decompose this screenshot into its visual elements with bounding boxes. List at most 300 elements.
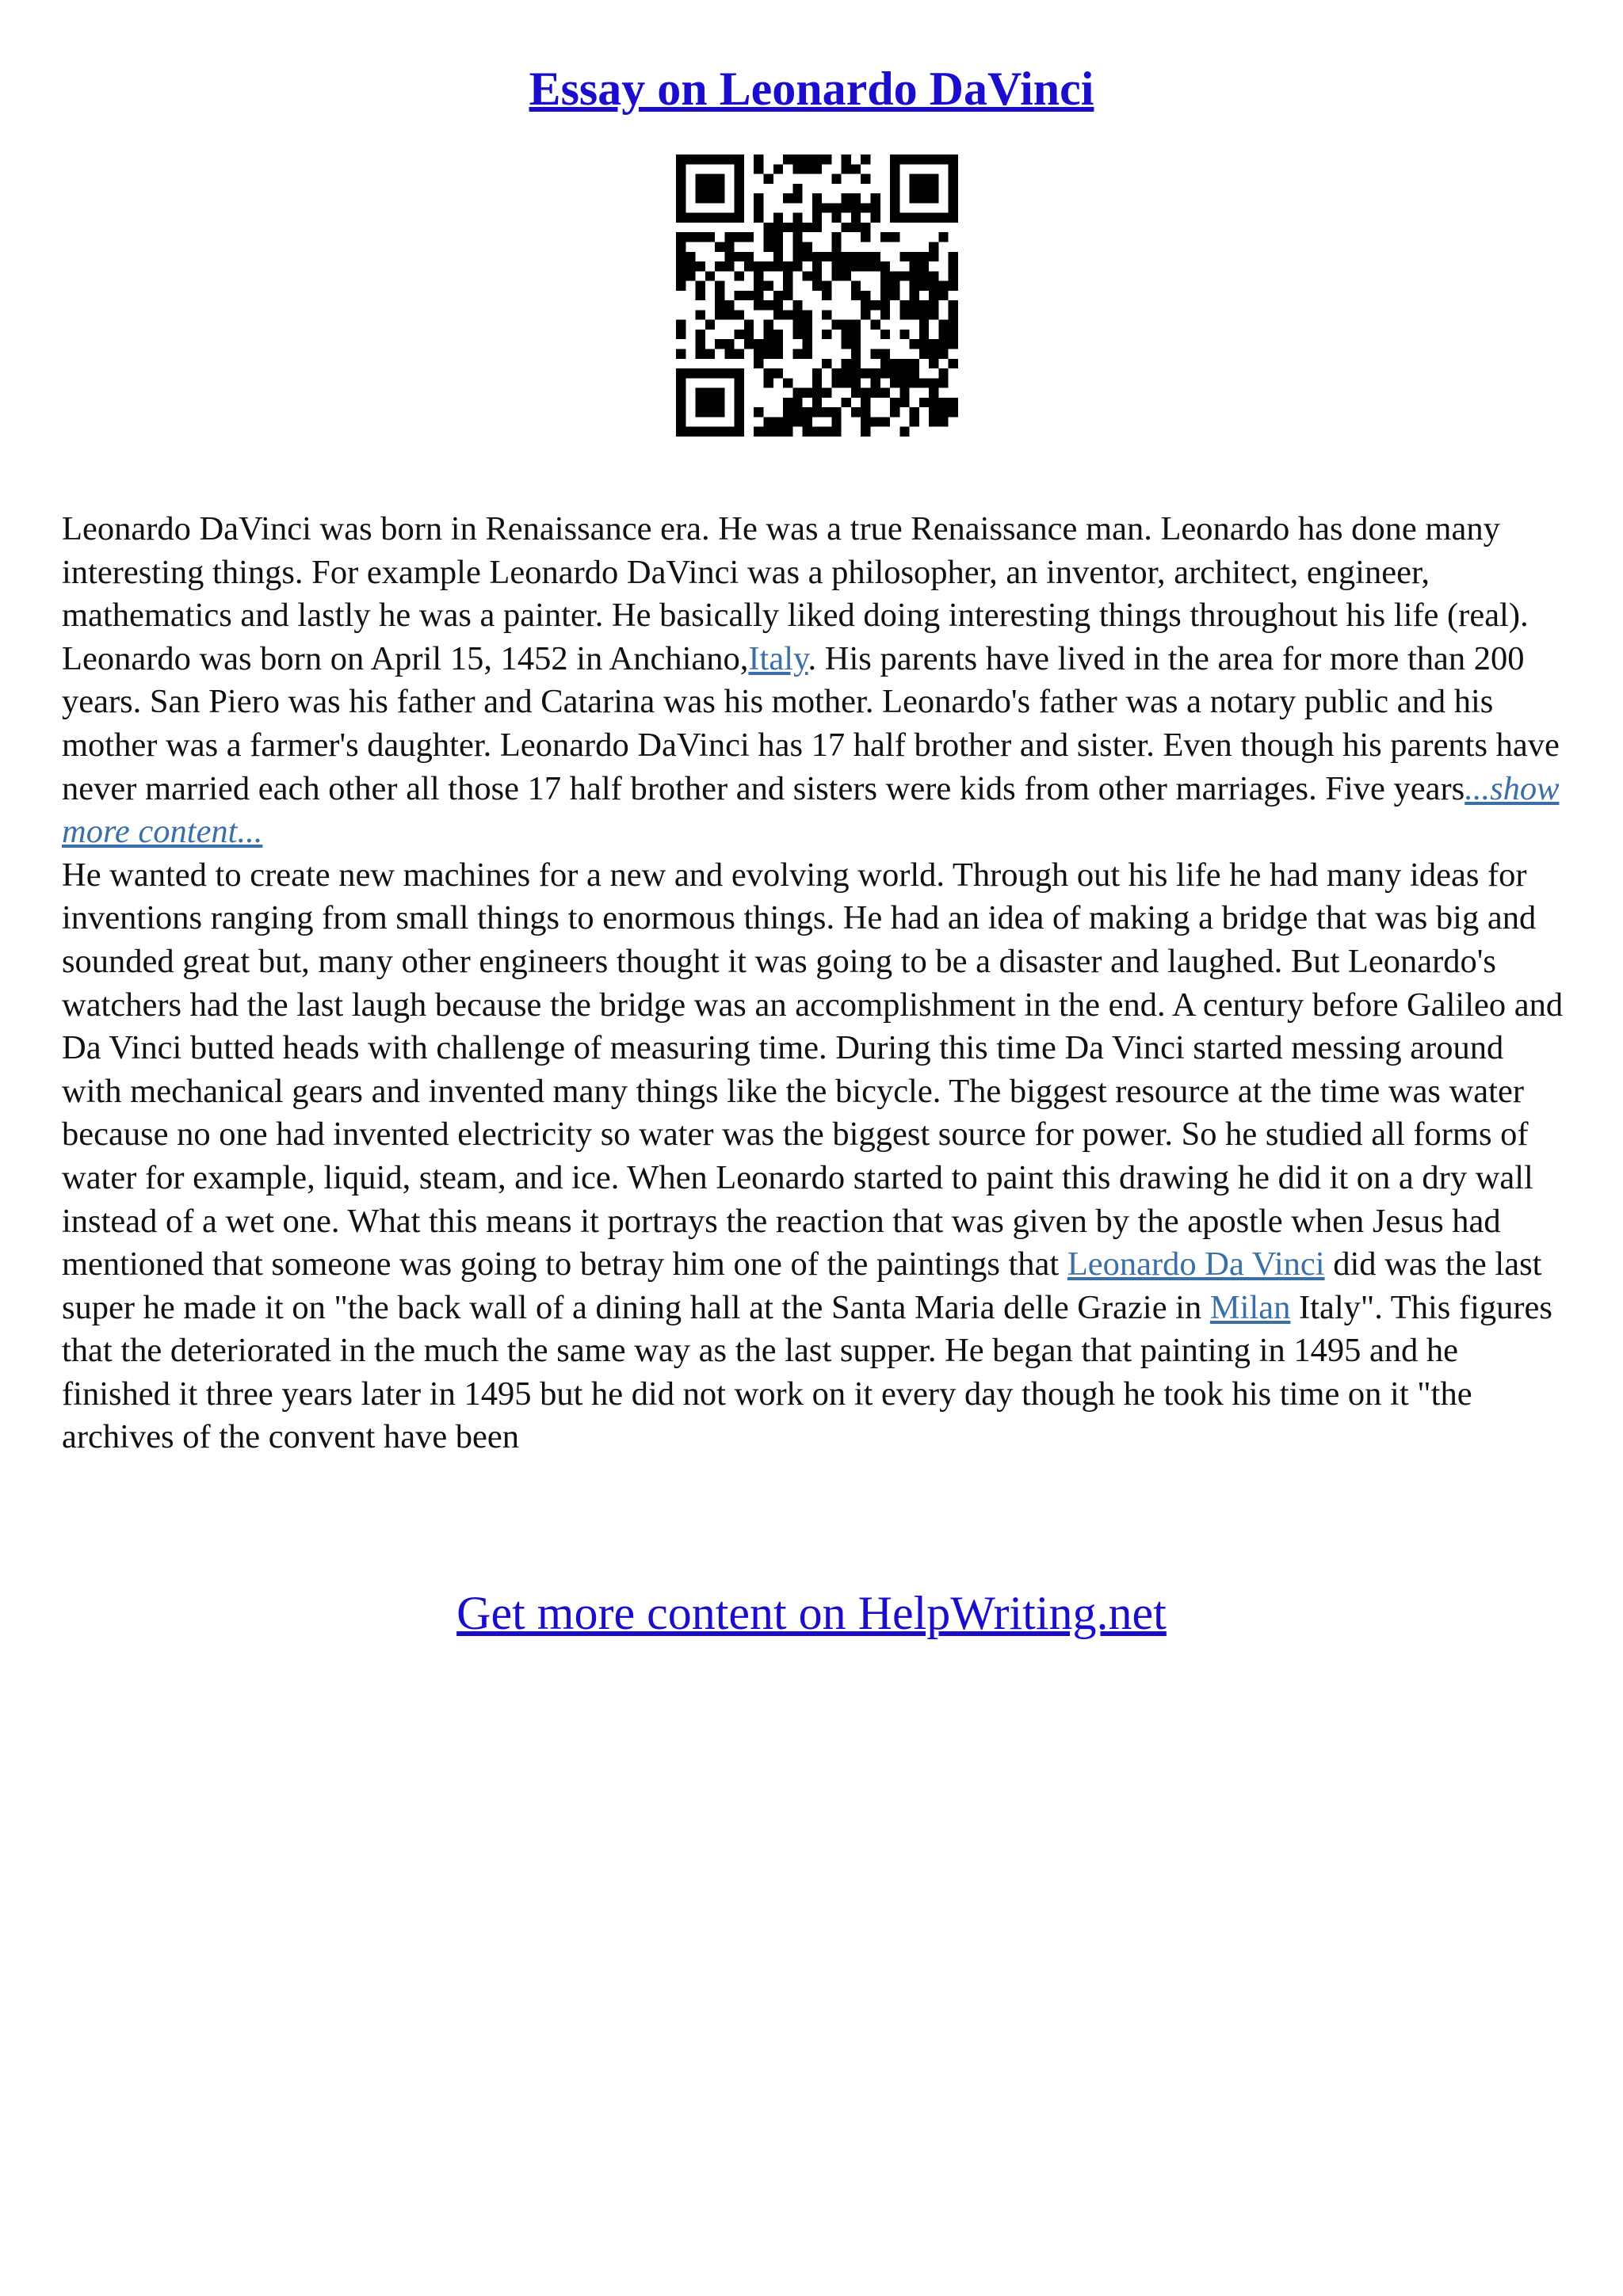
qr-module <box>754 261 763 271</box>
qr-module <box>938 154 948 164</box>
qr-module <box>861 154 870 164</box>
qr-module <box>696 407 705 417</box>
qr-module <box>851 339 861 349</box>
qr-module <box>735 164 744 174</box>
qr-module <box>871 320 880 330</box>
qr-module <box>910 281 919 291</box>
qr-module <box>812 252 822 261</box>
qr-module <box>949 339 958 349</box>
qr-module <box>744 252 754 261</box>
qr-module <box>880 300 890 310</box>
qr-module <box>842 330 851 339</box>
qr-module <box>871 213 880 223</box>
qr-module <box>842 378 851 387</box>
qr-module <box>803 417 812 426</box>
qr-module <box>929 271 938 280</box>
qr-module <box>949 398 958 407</box>
qr-module <box>822 359 831 368</box>
qr-module <box>676 232 685 242</box>
qr-module <box>754 154 763 164</box>
qr-module <box>842 271 851 280</box>
qr-module <box>754 427 763 437</box>
qr-module <box>919 281 929 291</box>
qr-module <box>938 398 948 407</box>
qr-module <box>929 184 938 193</box>
qr-module <box>842 261 851 271</box>
qr-module <box>724 213 734 223</box>
qr-module <box>803 252 812 261</box>
qr-module <box>676 261 685 271</box>
qr-module <box>696 368 705 378</box>
qr-module <box>812 281 822 291</box>
qr-module <box>831 252 841 261</box>
qr-module <box>899 368 909 378</box>
qr-module <box>754 339 763 349</box>
qr-module <box>792 252 802 261</box>
qr-module <box>783 291 792 300</box>
qr-module <box>792 349 802 359</box>
qr-module <box>880 417 890 426</box>
qr-module <box>938 320 948 330</box>
qr-module <box>890 281 899 291</box>
qr-module <box>949 252 958 261</box>
qr-module <box>842 193 851 203</box>
qr-module <box>676 252 685 261</box>
qr-module <box>773 368 783 378</box>
qr-module <box>744 320 754 330</box>
qr-module <box>861 310 870 319</box>
qr-module <box>754 349 763 359</box>
qr-module <box>831 271 841 280</box>
qr-module <box>773 232 783 242</box>
qr-module <box>685 232 695 242</box>
qr-module <box>812 427 822 437</box>
qr-module <box>696 310 705 319</box>
qr-module <box>705 213 715 223</box>
qr-module <box>803 388 812 398</box>
qr-module <box>880 388 890 398</box>
qr-module <box>744 232 754 242</box>
qr-module <box>929 154 938 164</box>
qr-module <box>919 174 929 184</box>
qr-module <box>910 174 919 184</box>
qr-module <box>685 252 695 261</box>
qr-module <box>851 164 861 174</box>
qr-module <box>899 388 909 398</box>
qr-module <box>929 359 938 368</box>
qr-module <box>783 407 792 417</box>
qr-module <box>705 154 715 164</box>
qr-module <box>851 320 861 330</box>
qr-module <box>724 242 734 251</box>
paragraph-3-text-b: did was the last super he made it on "the back wall of a dining hall at the Santa Maria delle Grazie in <box>62 1245 1542 1326</box>
qr-module <box>754 281 763 291</box>
qr-module <box>735 368 744 378</box>
qr-module <box>735 427 744 437</box>
qr-module <box>851 213 861 223</box>
qr-module <box>861 398 870 407</box>
qr-module <box>685 271 695 280</box>
qr-module <box>715 193 724 203</box>
qr-module <box>890 154 899 164</box>
qr-module <box>919 271 929 280</box>
qr-module <box>861 417 870 426</box>
qr-module <box>910 184 919 193</box>
qr-module <box>861 300 870 310</box>
qr-module <box>763 339 773 349</box>
qr-module <box>861 388 870 398</box>
qr-module <box>949 407 958 417</box>
qr-module <box>851 223 861 232</box>
qr-module <box>763 281 773 291</box>
qr-module <box>929 300 938 310</box>
qr-module <box>763 330 773 339</box>
qr-module <box>676 378 685 387</box>
page-title <box>0 57 1623 120</box>
qr-module <box>773 349 783 359</box>
qr-module <box>803 339 812 349</box>
qr-module <box>910 359 919 368</box>
qr-module <box>763 417 773 426</box>
qr-module <box>831 261 841 271</box>
qr-module <box>929 398 938 407</box>
qr-module <box>949 330 958 339</box>
qr-module <box>773 223 783 232</box>
qr-module <box>724 300 734 310</box>
qr-module <box>696 281 705 291</box>
paragraph-3 <box>62 854 1568 1459</box>
qr-module <box>949 271 958 280</box>
qr-module <box>754 164 763 174</box>
qr-module <box>676 271 685 280</box>
qr-module <box>861 174 870 184</box>
qr-module <box>735 271 744 280</box>
qr-module <box>735 252 744 261</box>
qr-module <box>803 320 812 330</box>
qr-module <box>919 154 929 164</box>
qr-module <box>685 368 695 378</box>
qr-module <box>831 232 841 242</box>
qr-module <box>910 378 919 387</box>
qr-module <box>861 203 870 212</box>
qr-module <box>696 174 705 184</box>
qr-module <box>715 427 724 437</box>
qr-module <box>949 154 958 164</box>
qr-module <box>696 349 705 359</box>
qr-module <box>803 427 812 437</box>
qr-module <box>938 330 948 339</box>
qr-module <box>735 417 744 426</box>
qr-module <box>822 281 831 291</box>
qr-module <box>696 398 705 407</box>
qr-module <box>949 184 958 193</box>
qr-module <box>792 154 802 164</box>
qr-module <box>715 310 724 319</box>
qr-module <box>803 271 812 280</box>
qr-module <box>724 310 734 319</box>
qr-module <box>715 242 724 251</box>
qr-module <box>705 407 715 417</box>
qr-module <box>899 154 909 164</box>
qr-module <box>685 261 695 271</box>
paragraph-2-text-a: Leonardo was born on April 15, 1452 in Anchiano, <box>62 639 749 677</box>
qr-module <box>783 223 792 232</box>
qr-module <box>696 232 705 242</box>
qr-module <box>899 330 909 339</box>
qr-module <box>890 213 899 223</box>
qr-module <box>861 427 870 437</box>
qr-module <box>715 368 724 378</box>
qr-module <box>822 203 831 212</box>
qr-module <box>871 300 880 310</box>
qr-module <box>842 398 851 407</box>
qr-module <box>763 378 773 387</box>
qr-module <box>773 417 783 426</box>
qr-module <box>773 291 783 300</box>
qr-module <box>773 300 783 310</box>
qr-module <box>792 232 802 242</box>
qr-module <box>754 291 763 300</box>
qr-module <box>822 388 831 398</box>
qr-module <box>803 330 812 339</box>
qr-module <box>792 310 802 319</box>
qr-module <box>822 407 831 417</box>
qr-module <box>676 174 685 184</box>
qr-module <box>676 388 685 398</box>
qr-module <box>705 184 715 193</box>
qr-module <box>842 223 851 232</box>
qr-module <box>890 184 899 193</box>
qr-module <box>735 232 744 242</box>
qr-module <box>744 261 754 271</box>
qr-module <box>705 174 715 184</box>
qr-module <box>812 154 822 164</box>
qr-module <box>685 427 695 437</box>
qr-module <box>724 232 734 242</box>
qr-module <box>919 320 929 330</box>
qr-module <box>880 271 890 280</box>
qr-module <box>871 388 880 398</box>
qr-module <box>919 252 929 261</box>
qr-module <box>910 193 919 203</box>
qr-module <box>735 174 744 184</box>
qr-module <box>938 378 948 387</box>
qr-module <box>871 378 880 387</box>
qr-module <box>842 203 851 212</box>
paragraph-2 <box>62 638 1568 854</box>
qr-module <box>890 407 899 417</box>
title-link[interactable]: Essay on Leonardo DaVinci <box>529 63 1094 115</box>
qr-module <box>676 330 685 339</box>
qr-module <box>685 154 695 164</box>
qr-module <box>910 300 919 310</box>
qr-module <box>851 281 861 291</box>
qr-module <box>715 213 724 223</box>
qr-module <box>783 427 792 437</box>
qr-module <box>696 184 705 193</box>
qr-module <box>724 261 734 271</box>
link-milan[interactable]: Milan <box>1209 1288 1291 1326</box>
qr-module <box>831 417 841 426</box>
qr-module <box>842 320 851 330</box>
qr-module <box>890 232 899 242</box>
paragraph-3-text-a: He wanted to create new machines for a new and evolving world. Through out his life he had many ideas for inventions ranging from small things to enormous things. He had an idea of making a bridge that was big and sounded great but, many other engineers thought it was going to be a disaster and laughed. But Leonardo's watchers had the last laugh because the bridge was an accomplishment in the end. A century before Galileo and Da Vinci butted heads with challenge of measuring time. During this time Da Vinci started messing around with mechanical gears and invented many things like the bicycle. The biggest resource at the time was water because no one had invented electricity so water was the biggest source for power. So he studied all forms of water for example, liquid, steam, and ice. When Leonardo started to paint this drawing he did it on a dry wall instead of a wet one. What this means it portrays the reaction that was given by the apostle when Jesus had mentioned that someone was going to betray him one of the paintings that <box>62 856 1564 1283</box>
qr-module <box>822 291 831 300</box>
qr-module <box>831 427 841 437</box>
qr-module <box>880 281 890 291</box>
qr-module <box>822 154 831 164</box>
qr-module <box>763 320 773 330</box>
qr-module <box>890 359 899 368</box>
qr-module <box>676 349 685 359</box>
qr-module <box>705 193 715 203</box>
qr-module <box>910 261 919 271</box>
qr-module <box>724 252 734 261</box>
qr-module <box>803 242 812 251</box>
link-leonardo-da-vinci[interactable]: Leonardo Da Vinci <box>1067 1245 1325 1283</box>
qr-module <box>812 368 822 378</box>
qr-module <box>792 398 802 407</box>
qr-code-graphic <box>676 154 958 437</box>
qr-module <box>735 213 744 223</box>
qr-module <box>929 281 938 291</box>
qr-module <box>851 349 861 359</box>
qr-module <box>929 339 938 349</box>
qr-module <box>676 427 685 437</box>
qr-module <box>919 330 929 339</box>
qr-module <box>792 407 802 417</box>
qr-module <box>735 291 744 300</box>
paragraph-3-text-c: Italy". This figures that the deteriorated in the much the same way as the last supper. He began that painting in 1495 and he finished it three years later in 1495 but he did not work on it every day though he took his time on it "the archives of the convent have been <box>62 1288 1552 1456</box>
qr-module <box>929 213 938 223</box>
qr-module <box>929 417 938 426</box>
qr-module <box>773 261 783 271</box>
qr-module <box>812 193 822 203</box>
qr-module <box>919 378 929 387</box>
qr-module <box>890 368 899 378</box>
qr-module <box>754 271 763 280</box>
qr-module <box>792 388 802 398</box>
qr-module <box>803 223 812 232</box>
qr-module <box>676 407 685 417</box>
qr-module <box>861 223 870 232</box>
qr-module <box>880 291 890 300</box>
qr-module <box>831 407 841 417</box>
qr-module <box>899 398 909 407</box>
qr-module <box>938 291 948 300</box>
footer-link[interactable]: Get more content on HelpWriting.net <box>456 1587 1167 1639</box>
qr-module <box>861 232 870 242</box>
show-more-link[interactable]: ...show more content... <box>62 769 1560 851</box>
qr-module <box>919 300 929 310</box>
qr-module <box>735 407 744 417</box>
qr-module <box>929 242 938 251</box>
qr-module <box>861 291 870 300</box>
qr-module <box>890 164 899 174</box>
qr-module <box>715 300 724 310</box>
qr-module <box>792 193 802 203</box>
qr-module <box>929 193 938 203</box>
qr-module <box>938 349 948 359</box>
qr-module <box>919 310 929 319</box>
qr-module <box>822 427 831 437</box>
qr-module <box>696 213 705 223</box>
qr-module <box>744 339 754 349</box>
qr-module <box>831 242 841 251</box>
qr-module <box>763 300 773 310</box>
qr-module <box>735 378 744 387</box>
qr-module <box>705 388 715 398</box>
qr-module <box>735 154 744 164</box>
link-italy[interactable]: Italy <box>748 639 808 677</box>
qr-module <box>705 320 715 330</box>
qr-module <box>899 213 909 223</box>
qr-module <box>773 213 783 223</box>
qr-module <box>783 271 792 280</box>
qr-module <box>773 242 783 251</box>
qr-module <box>910 291 919 300</box>
qr-module <box>842 154 851 164</box>
qr-module <box>792 213 802 223</box>
qr-module <box>910 339 919 349</box>
qr-module <box>842 252 851 261</box>
qr-module <box>880 349 890 359</box>
qr-module <box>676 242 685 251</box>
qr-module <box>938 232 948 242</box>
qr-module <box>929 291 938 300</box>
qr-module <box>783 261 792 271</box>
qr-module <box>763 261 773 271</box>
qr-module <box>685 213 695 223</box>
qr-module <box>842 359 851 368</box>
qr-module <box>949 261 958 271</box>
qr-module <box>792 164 802 174</box>
qr-module <box>851 252 861 261</box>
qr-module <box>792 320 802 330</box>
qr-module <box>919 193 929 203</box>
qr-module <box>851 359 861 368</box>
qr-module <box>696 330 705 339</box>
qr-module <box>715 174 724 184</box>
qr-module <box>831 213 841 223</box>
qr-module <box>899 359 909 368</box>
qr-module <box>949 281 958 291</box>
qr-module <box>890 174 899 184</box>
qr-module <box>938 407 948 417</box>
qr-module <box>735 184 744 193</box>
qr-module <box>910 213 919 223</box>
qr-module <box>735 349 744 359</box>
qr-module <box>783 310 792 319</box>
qr-module <box>783 154 792 164</box>
qr-module <box>744 291 754 300</box>
qr-module <box>880 232 890 242</box>
qr-module <box>910 417 919 426</box>
qr-module <box>773 252 783 261</box>
qr-module <box>754 203 763 212</box>
qr-module <box>676 398 685 407</box>
qr-module <box>949 213 958 223</box>
qr-module <box>938 281 948 291</box>
qr-module <box>724 154 734 164</box>
qr-module <box>705 368 715 378</box>
qr-module <box>792 184 802 193</box>
essay-body <box>62 508 1568 1459</box>
qr-module <box>831 203 841 212</box>
qr-module <box>831 320 841 330</box>
qr-module <box>696 193 705 203</box>
qr-module <box>735 398 744 407</box>
